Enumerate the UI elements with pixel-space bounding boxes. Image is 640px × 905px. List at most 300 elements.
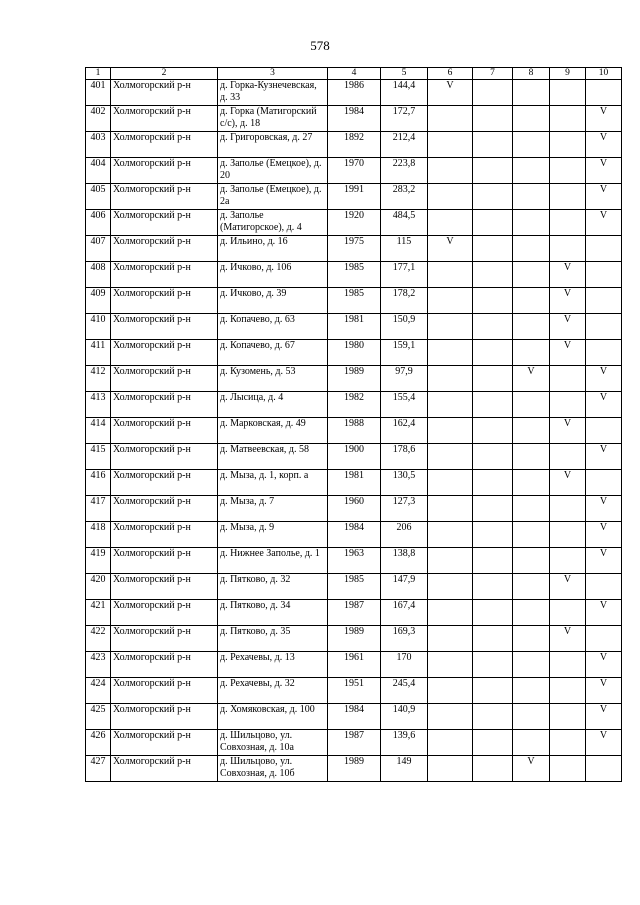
mark-cell-col9: V: [550, 470, 586, 496]
region-cell: Холмогорский р-н: [111, 210, 218, 236]
mark-cell-col8: [513, 600, 550, 626]
area-cell: 212,4: [381, 132, 428, 158]
mark-cell-col9: [550, 704, 586, 730]
mark-cell-col6: [428, 652, 473, 678]
mark-cell-col6: [428, 678, 473, 704]
area-cell: 127,3: [381, 496, 428, 522]
table-row: [86, 418, 622, 444]
address-cell: д. Пятково, д. 35: [218, 626, 328, 652]
mark-cell-col7: [473, 470, 513, 496]
mark-cell-col9: [550, 184, 586, 210]
area-cell: 140,9: [381, 704, 428, 730]
mark-cell-col6: [428, 496, 473, 522]
area-cell: 206: [381, 522, 428, 548]
mark-cell-col9: [550, 730, 586, 756]
mark-cell-col9: [550, 678, 586, 704]
mark-cell-col8: [513, 522, 550, 548]
mark-cell-col9: V: [550, 262, 586, 288]
mark-cell-col8: [513, 288, 550, 314]
mark-cell-col7: [473, 444, 513, 470]
mark-cell-col6: [428, 522, 473, 548]
table-row: [86, 132, 622, 158]
mark-cell-col10: V: [586, 158, 622, 184]
row-number-cell: 410: [86, 314, 111, 340]
mark-cell-col8: [513, 106, 550, 132]
mark-cell-col6: [428, 574, 473, 600]
mark-cell-col9: V: [550, 626, 586, 652]
area-cell: 162,4: [381, 418, 428, 444]
mark-cell-col10: [586, 418, 622, 444]
mark-cell-col6: [428, 132, 473, 158]
row-number-cell: 426: [86, 730, 111, 756]
table-row: [86, 288, 622, 314]
address-cell: д. Лысица, д. 4: [218, 392, 328, 418]
region-cell: Холмогорский р-н: [111, 600, 218, 626]
region-cell: Холмогорский р-н: [111, 522, 218, 548]
year-cell: 1980: [328, 340, 381, 366]
mark-cell-col6: V: [428, 236, 473, 262]
mark-cell-col10: V: [586, 704, 622, 730]
area-cell: 138,8: [381, 548, 428, 574]
year-cell: 1985: [328, 288, 381, 314]
mark-cell-col7: [473, 496, 513, 522]
address-cell: д. Копачево, д. 63: [218, 314, 328, 340]
row-number-cell: 408: [86, 262, 111, 288]
mark-cell-col6: [428, 340, 473, 366]
table-row: [86, 730, 622, 756]
column-header: 3: [218, 68, 328, 80]
mark-cell-col9: [550, 444, 586, 470]
year-cell: 1991: [328, 184, 381, 210]
region-cell: Холмогорский р-н: [111, 418, 218, 444]
mark-cell-col6: V: [428, 80, 473, 106]
region-cell: Холмогорский р-н: [111, 756, 218, 782]
mark-cell-col6: [428, 418, 473, 444]
year-cell: 1970: [328, 158, 381, 184]
mark-cell-col7: [473, 236, 513, 262]
mark-cell-col8: [513, 574, 550, 600]
mark-cell-col7: [473, 340, 513, 366]
row-number-cell: 411: [86, 340, 111, 366]
mark-cell-col9: [550, 366, 586, 392]
mark-cell-col9: [550, 106, 586, 132]
region-cell: Холмогорский р-н: [111, 236, 218, 262]
mark-cell-col10: V: [586, 522, 622, 548]
mark-cell-col9: [550, 652, 586, 678]
area-cell: 484,5: [381, 210, 428, 236]
year-cell: 1960: [328, 496, 381, 522]
address-cell: д. Ильино, д. 16: [218, 236, 328, 262]
address-cell: д. Заполье (Матигорское), д. 4: [218, 210, 328, 236]
mark-cell-col9: V: [550, 314, 586, 340]
mark-cell-col10: [586, 470, 622, 496]
area-cell: 172,7: [381, 106, 428, 132]
column-header: 8: [513, 68, 550, 80]
mark-cell-col8: [513, 340, 550, 366]
mark-cell-col9: [550, 600, 586, 626]
mark-cell-col8: [513, 262, 550, 288]
mark-cell-col10: V: [586, 210, 622, 236]
mark-cell-col8: [513, 210, 550, 236]
table-row: [86, 262, 622, 288]
mark-cell-col8: V: [513, 756, 550, 782]
mark-cell-col8: [513, 470, 550, 496]
mark-cell-col10: V: [586, 366, 622, 392]
address-cell: д. Матвеевская, д. 58: [218, 444, 328, 470]
area-cell: 283,2: [381, 184, 428, 210]
row-number-cell: 427: [86, 756, 111, 782]
region-cell: Холмогорский р-н: [111, 496, 218, 522]
address-cell: д. Хомяковская, д. 100: [218, 704, 328, 730]
year-cell: 1989: [328, 626, 381, 652]
table-header-row: [86, 68, 622, 80]
mark-cell-col6: [428, 756, 473, 782]
mark-cell-col8: [513, 184, 550, 210]
mark-cell-col10: V: [586, 548, 622, 574]
page-number: 578: [310, 38, 330, 53]
mark-cell-col7: [473, 106, 513, 132]
region-cell: Холмогорский р-н: [111, 444, 218, 470]
mark-cell-col10: [586, 340, 622, 366]
mark-cell-col7: [473, 548, 513, 574]
year-cell: 1981: [328, 470, 381, 496]
mark-cell-col9: [550, 236, 586, 262]
row-number-cell: 422: [86, 626, 111, 652]
region-cell: Холмогорский р-н: [111, 704, 218, 730]
address-cell: д. Заполье (Емецкое), д. 2а: [218, 184, 328, 210]
mark-cell-col9: [550, 392, 586, 418]
address-cell: д. Пятково, д. 32: [218, 574, 328, 600]
mark-cell-col6: [428, 262, 473, 288]
year-cell: 1982: [328, 392, 381, 418]
mark-cell-col8: [513, 418, 550, 444]
mark-cell-col7: [473, 184, 513, 210]
column-header: 7: [473, 68, 513, 80]
table-row: [86, 652, 622, 678]
year-cell: 1984: [328, 106, 381, 132]
mark-cell-col7: [473, 80, 513, 106]
mark-cell-col6: [428, 210, 473, 236]
address-cell: д. Мыза, д. 7: [218, 496, 328, 522]
mark-cell-col8: [513, 392, 550, 418]
mark-cell-col9: [550, 80, 586, 106]
housing-registry-table: [85, 67, 622, 782]
table-row: [86, 340, 622, 366]
area-cell: 170: [381, 652, 428, 678]
mark-cell-col7: [473, 678, 513, 704]
row-number-cell: 414: [86, 418, 111, 444]
mark-cell-col10: [586, 314, 622, 340]
mark-cell-col9: [550, 756, 586, 782]
mark-cell-col9: V: [550, 288, 586, 314]
mark-cell-col8: [513, 314, 550, 340]
address-cell: д. Рехачевы, д. 13: [218, 652, 328, 678]
mark-cell-col6: [428, 314, 473, 340]
table-row: [86, 756, 622, 782]
region-cell: Холмогорский р-н: [111, 574, 218, 600]
region-cell: Холмогорский р-н: [111, 730, 218, 756]
region-cell: Холмогорский р-н: [111, 678, 218, 704]
area-cell: 139,6: [381, 730, 428, 756]
mark-cell-col7: [473, 132, 513, 158]
mark-cell-col8: [513, 236, 550, 262]
mark-cell-col6: [428, 704, 473, 730]
mark-cell-col9: V: [550, 574, 586, 600]
mark-cell-col10: [586, 288, 622, 314]
mark-cell-col8: [513, 730, 550, 756]
address-cell: д. Ичково, д. 106: [218, 262, 328, 288]
row-number-cell: 421: [86, 600, 111, 626]
mark-cell-col7: [473, 262, 513, 288]
mark-cell-col6: [428, 470, 473, 496]
year-cell: 1987: [328, 730, 381, 756]
mark-cell-col10: V: [586, 678, 622, 704]
mark-cell-col10: V: [586, 444, 622, 470]
area-cell: 150,9: [381, 314, 428, 340]
area-cell: 169,3: [381, 626, 428, 652]
year-cell: 1985: [328, 574, 381, 600]
table-row: [86, 470, 622, 496]
year-cell: 1951: [328, 678, 381, 704]
address-cell: д. Нижнее Заполье, д. 1: [218, 548, 328, 574]
address-cell: д. Ичково, д. 39: [218, 288, 328, 314]
mark-cell-col6: [428, 366, 473, 392]
mark-cell-col10: V: [586, 730, 622, 756]
region-cell: Холмогорский р-н: [111, 314, 218, 340]
region-cell: Холмогорский р-н: [111, 184, 218, 210]
mark-cell-col7: [473, 418, 513, 444]
table-row: [86, 600, 622, 626]
mark-cell-col8: [513, 652, 550, 678]
address-cell: д. Горка-Кузнечевская, д. 33: [218, 80, 328, 106]
year-cell: 1961: [328, 652, 381, 678]
row-number-cell: 413: [86, 392, 111, 418]
mark-cell-col7: [473, 288, 513, 314]
mark-cell-col10: [586, 756, 622, 782]
region-cell: Холмогорский р-н: [111, 106, 218, 132]
column-header: 10: [586, 68, 622, 80]
year-cell: 1989: [328, 756, 381, 782]
row-number-cell: 419: [86, 548, 111, 574]
area-cell: 144,4: [381, 80, 428, 106]
row-number-cell: 416: [86, 470, 111, 496]
mark-cell-col7: [473, 704, 513, 730]
mark-cell-col10: [586, 574, 622, 600]
area-cell: 115: [381, 236, 428, 262]
address-cell: д. Пятково, д. 34: [218, 600, 328, 626]
table-row: [86, 158, 622, 184]
mark-cell-col10: [586, 236, 622, 262]
row-number-cell: 424: [86, 678, 111, 704]
mark-cell-col8: [513, 704, 550, 730]
row-number-cell: 415: [86, 444, 111, 470]
mark-cell-col10: V: [586, 106, 622, 132]
column-header: 5: [381, 68, 428, 80]
mark-cell-col10: [586, 626, 622, 652]
region-cell: Холмогорский р-н: [111, 132, 218, 158]
row-number-cell: 404: [86, 158, 111, 184]
mark-cell-col7: [473, 626, 513, 652]
table-row: [86, 366, 622, 392]
year-cell: 1984: [328, 522, 381, 548]
mark-cell-col10: [586, 262, 622, 288]
mark-cell-col7: [473, 158, 513, 184]
row-number-cell: 402: [86, 106, 111, 132]
mark-cell-col7: [473, 522, 513, 548]
mark-cell-col8: [513, 80, 550, 106]
address-cell: д. Заполье (Емецкое), д. 20: [218, 158, 328, 184]
area-cell: 177,1: [381, 262, 428, 288]
table-row: [86, 496, 622, 522]
area-cell: 167,4: [381, 600, 428, 626]
mark-cell-col9: [550, 158, 586, 184]
mark-cell-col6: [428, 184, 473, 210]
region-cell: Холмогорский р-н: [111, 392, 218, 418]
table-row: [86, 392, 622, 418]
row-number-cell: 409: [86, 288, 111, 314]
mark-cell-col8: [513, 678, 550, 704]
table-row: [86, 548, 622, 574]
region-cell: Холмогорский р-н: [111, 158, 218, 184]
mark-cell-col7: [473, 574, 513, 600]
region-cell: Холмогорский р-н: [111, 366, 218, 392]
table-row: [86, 678, 622, 704]
area-cell: 245,4: [381, 678, 428, 704]
mark-cell-col8: [513, 496, 550, 522]
mark-cell-col6: [428, 548, 473, 574]
table-row: [86, 106, 622, 132]
row-number-cell: 418: [86, 522, 111, 548]
area-cell: 178,6: [381, 444, 428, 470]
mark-cell-col10: [586, 80, 622, 106]
row-number-cell: 420: [86, 574, 111, 600]
mark-cell-col6: [428, 730, 473, 756]
year-cell: 1981: [328, 314, 381, 340]
mark-cell-col10: V: [586, 600, 622, 626]
mark-cell-col7: [473, 756, 513, 782]
mark-cell-col7: [473, 210, 513, 236]
mark-cell-col9: V: [550, 418, 586, 444]
table-row: [86, 574, 622, 600]
year-cell: 1986: [328, 80, 381, 106]
mark-cell-col10: V: [586, 132, 622, 158]
row-number-cell: 417: [86, 496, 111, 522]
year-cell: 1892: [328, 132, 381, 158]
table-row: [86, 704, 622, 730]
mark-cell-col9: [550, 132, 586, 158]
mark-cell-col8: [513, 158, 550, 184]
area-cell: 147,9: [381, 574, 428, 600]
table-row: [86, 236, 622, 262]
table-row: [86, 444, 622, 470]
row-number-cell: 425: [86, 704, 111, 730]
area-cell: 97,9: [381, 366, 428, 392]
address-cell: д. Кузомень, д. 53: [218, 366, 328, 392]
row-number-cell: 407: [86, 236, 111, 262]
year-cell: 1984: [328, 704, 381, 730]
mark-cell-col6: [428, 158, 473, 184]
year-cell: 1987: [328, 600, 381, 626]
area-cell: 149: [381, 756, 428, 782]
year-cell: 1900: [328, 444, 381, 470]
mark-cell-col10: V: [586, 652, 622, 678]
address-cell: д. Шильцово, ул. Совхозная, д. 10а: [218, 730, 328, 756]
row-number-cell: 401: [86, 80, 111, 106]
column-header: 2: [111, 68, 218, 80]
row-number-cell: 423: [86, 652, 111, 678]
column-header: 6: [428, 68, 473, 80]
address-cell: д. Марковская, д. 49: [218, 418, 328, 444]
region-cell: Холмогорский р-н: [111, 470, 218, 496]
address-cell: д. Копачево, д. 67: [218, 340, 328, 366]
table-row: [86, 314, 622, 340]
column-header: 9: [550, 68, 586, 80]
table-row: [86, 626, 622, 652]
table-row: [86, 80, 622, 106]
table-row: [86, 184, 622, 210]
mark-cell-col7: [473, 730, 513, 756]
mark-cell-col7: [473, 366, 513, 392]
mark-cell-col9: [550, 210, 586, 236]
row-number-cell: 412: [86, 366, 111, 392]
column-header: 4: [328, 68, 381, 80]
region-cell: Холмогорский р-н: [111, 340, 218, 366]
mark-cell-col9: V: [550, 340, 586, 366]
address-cell: д. Мыза, д. 9: [218, 522, 328, 548]
mark-cell-col6: [428, 600, 473, 626]
region-cell: Холмогорский р-н: [111, 548, 218, 574]
address-cell: д. Григоровская, д. 27: [218, 132, 328, 158]
year-cell: 1989: [328, 366, 381, 392]
column-header: 1: [86, 68, 111, 80]
area-cell: 159,1: [381, 340, 428, 366]
mark-cell-col9: [550, 522, 586, 548]
mark-cell-col7: [473, 652, 513, 678]
area-cell: 155,4: [381, 392, 428, 418]
year-cell: 1988: [328, 418, 381, 444]
year-cell: 1963: [328, 548, 381, 574]
row-number-cell: 405: [86, 184, 111, 210]
region-cell: Холмогорский р-н: [111, 262, 218, 288]
address-cell: д. Мыза, д. 1, корп. а: [218, 470, 328, 496]
address-cell: д. Горка (Матигорский с/с), д. 18: [218, 106, 328, 132]
address-cell: д. Шильцово, ул. Совхозная, д. 10б: [218, 756, 328, 782]
mark-cell-col6: [428, 392, 473, 418]
mark-cell-col10: V: [586, 392, 622, 418]
area-cell: 223,8: [381, 158, 428, 184]
area-cell: 130,5: [381, 470, 428, 496]
mark-cell-col8: [513, 132, 550, 158]
table-row: [86, 210, 622, 236]
mark-cell-col10: V: [586, 184, 622, 210]
mark-cell-col6: [428, 626, 473, 652]
area-cell: 178,2: [381, 288, 428, 314]
region-cell: Холмогорский р-н: [111, 288, 218, 314]
mark-cell-col8: [513, 548, 550, 574]
mark-cell-col7: [473, 314, 513, 340]
address-cell: д. Рехачевы, д. 32: [218, 678, 328, 704]
mark-cell-col7: [473, 392, 513, 418]
mark-cell-col6: [428, 288, 473, 314]
row-number-cell: 406: [86, 210, 111, 236]
mark-cell-col9: [550, 496, 586, 522]
region-cell: Холмогорский р-н: [111, 652, 218, 678]
mark-cell-col8: V: [513, 366, 550, 392]
mark-cell-col9: [550, 548, 586, 574]
year-cell: 1975: [328, 236, 381, 262]
mark-cell-col6: [428, 444, 473, 470]
mark-cell-col8: [513, 444, 550, 470]
